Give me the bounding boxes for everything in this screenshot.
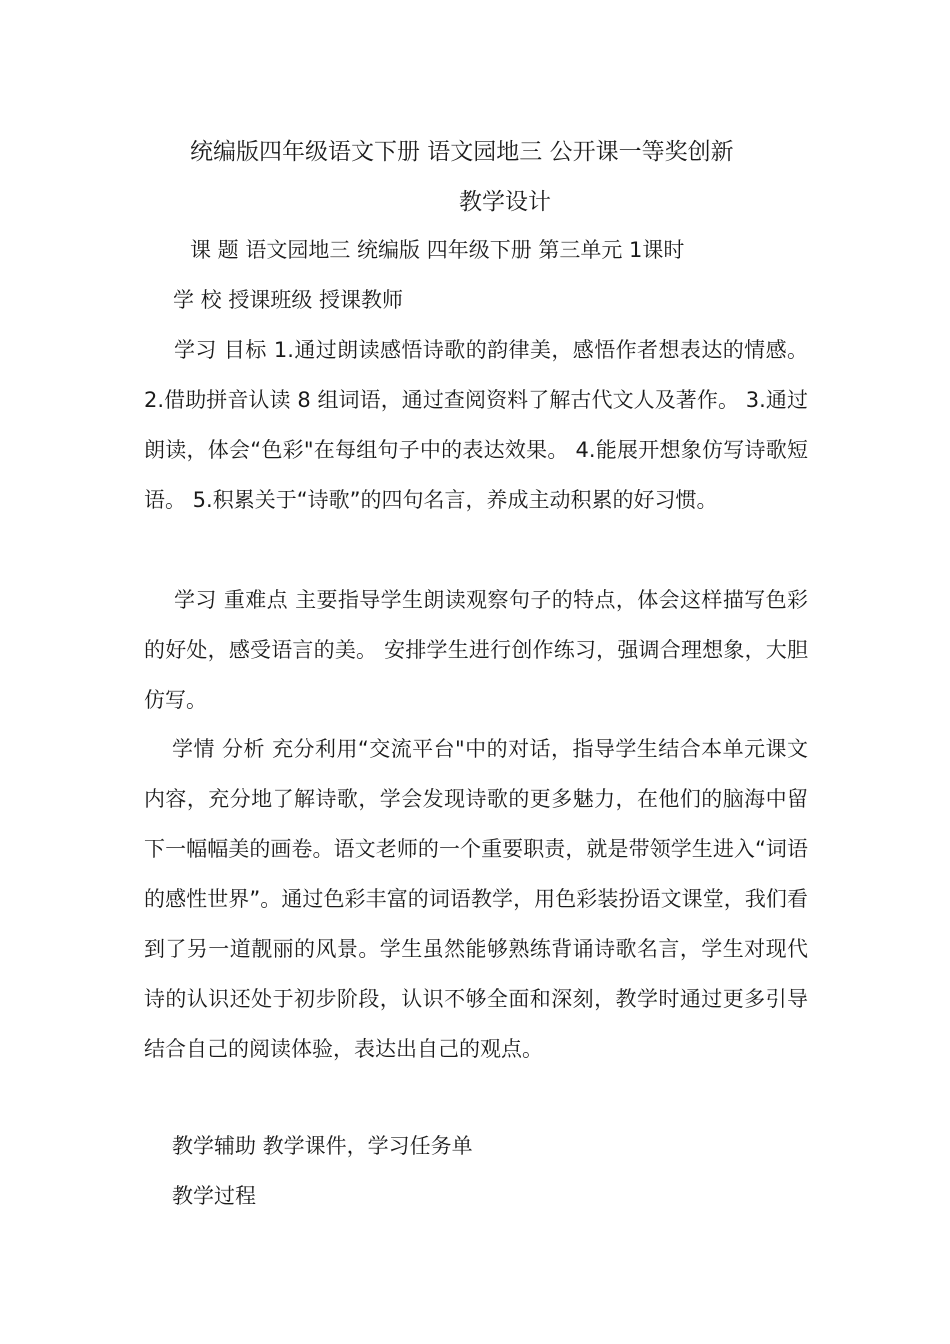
school-info: 学 校 授课班级 授课教师 <box>173 288 404 312</box>
document-title-line-1: 统编版四年级语文下册 语文园地三 公开课一等奖创新 <box>190 139 734 165</box>
document-title-line-2: 教学设计 <box>459 189 551 215</box>
lesson-info: 课 题 语文园地三 统编版 四年级下册 第三单元 1课时 <box>190 238 685 262</box>
learning-objectives: 学习 目标 1.通过朗读感悟诗歌的韵律美，感悟作者想表达的情感。 2.借助拼音认读 8 组词语，通过查阅资料了解古代文人及著作。 3.通过朗读，体会“色彩"在每组句子中的表达效果。 4.能展开想象仿写诗歌短语。 5.积累关于“诗歌”的四句名言，养成主动积累的好习惯。 <box>144 338 808 512</box>
student-analysis: 学情 分析 充分利用“交流平台"中的对话，指导学生结合本单元课文内容，充分地了解诗歌，学会发现诗歌的更多魅力，在他们的脑海中留下一幅幅美的画卷。语文老师的一个重要职责，就是带领学生进入“词语的感性世界”。通过色彩丰富的词语教学，用色彩装扮语文课堂，我们看到了另一道靓丽的风景。学生虽然能够熟练背诵诗歌名言，学生对现代诗的认识还处于初步阶段，认识不够全面和深刻，教学时通过更多引导结合自己的阅读体验，表达出自己的观点。 <box>144 737 808 1061</box>
teaching-process-heading: 教学过程 <box>172 1184 256 1208</box>
teaching-aids: 教学辅助 教学课件，学习任务单 <box>172 1134 473 1158</box>
key-difficult-points: 学习 重难点 主要指导学生朗读观察句子的特点，体会这样描写色彩的好处，感受语言的美。 安排学生进行创作练习，强调合理想象，大胆仿写。 <box>144 588 808 712</box>
